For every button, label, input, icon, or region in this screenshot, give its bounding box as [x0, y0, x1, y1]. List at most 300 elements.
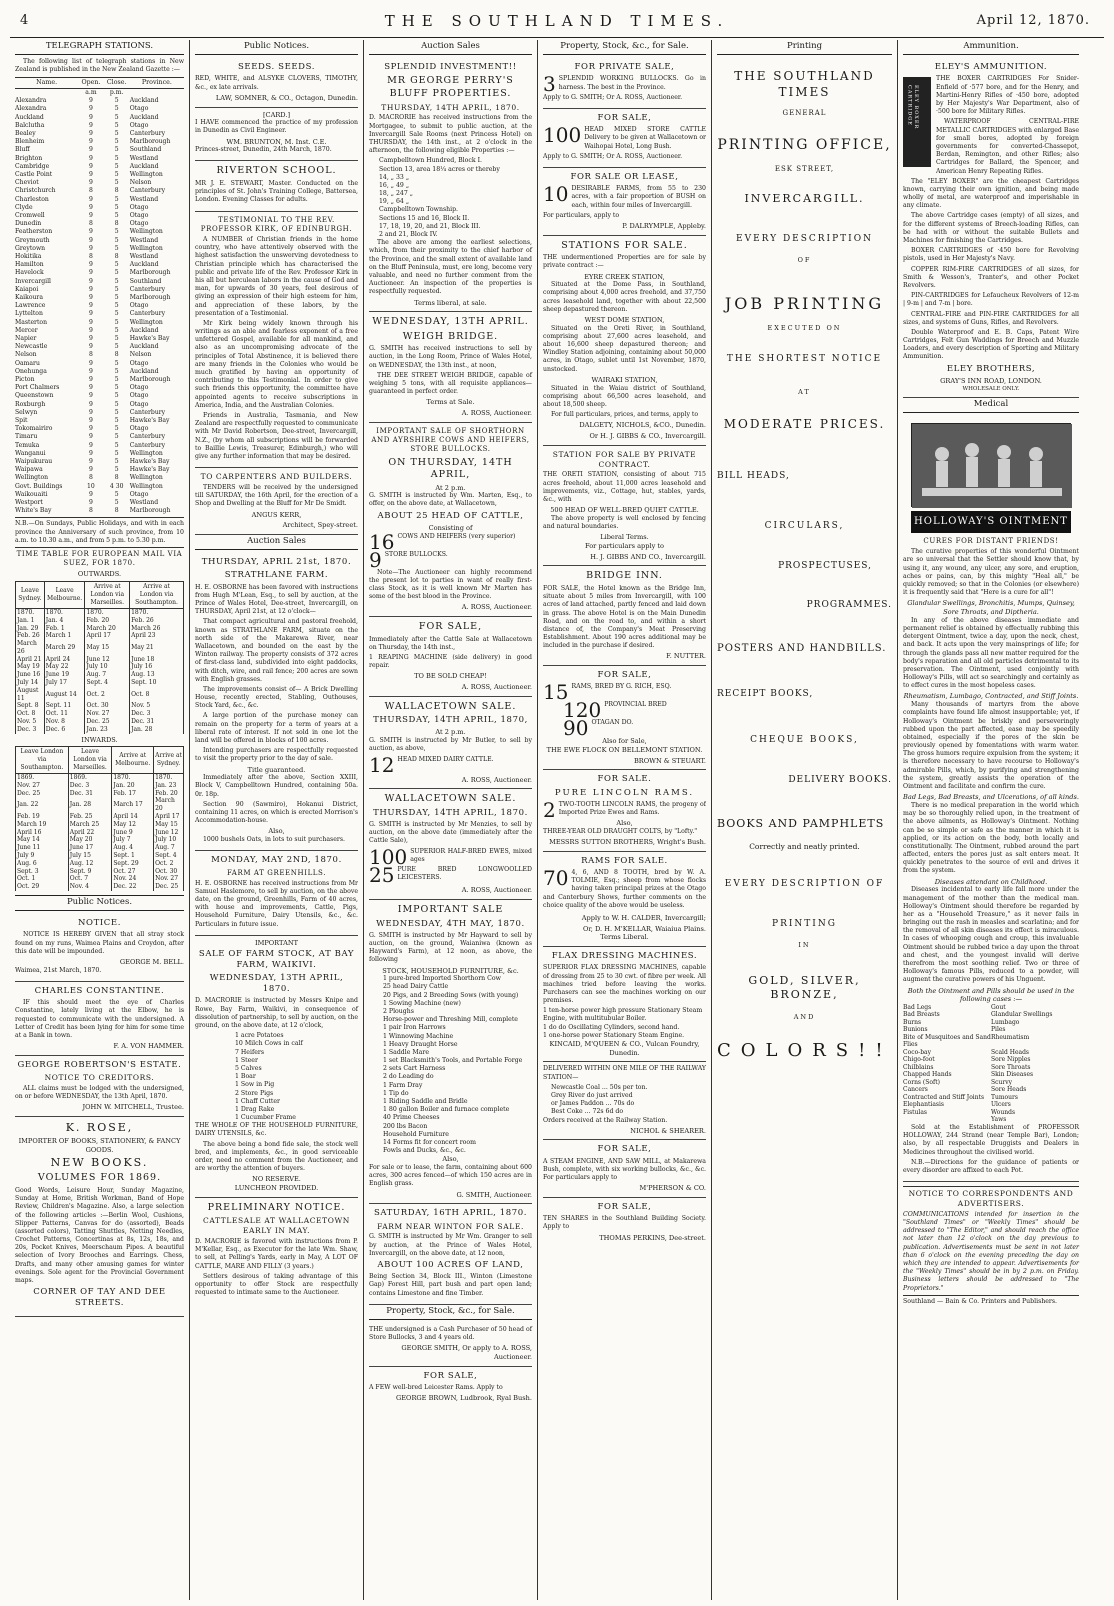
table-cell: Otago [129, 302, 149, 310]
table-cell: Sept. 10 [130, 679, 184, 687]
ad-heading: STATION FOR SALE BY PRIVATE CONTRACT. [552, 449, 697, 469]
inwards-label: INWARDS. [81, 735, 118, 744]
table-cell: Auckland [129, 97, 159, 105]
table-row [15, 458, 184, 466]
ad-stations [543, 236, 706, 446]
table-row [15, 97, 184, 105]
table-cell: Sept. 1 [112, 852, 154, 860]
table-cell: Waikouaiti [15, 490, 48, 498]
list-item: 18, „ 247 „ [379, 190, 413, 198]
ad-text: NO RESERVE. [252, 1175, 301, 1184]
printing-line: PROSPECTUSES, [778, 560, 872, 571]
list-item: Bad Legs [903, 1003, 932, 1011]
list-item: or James Paddon ... 70s do [551, 1100, 635, 1108]
table-row [15, 237, 184, 245]
printing-line: COLORS!! [717, 1040, 893, 1062]
table-cell: 5 [114, 129, 119, 137]
table-row [15, 474, 184, 482]
table-cell: 5 [114, 277, 119, 285]
table-cell: 1869. [68, 774, 112, 782]
list-item: Grey River do just arrived [551, 1092, 633, 1100]
ad-time: At 2 p.m. [435, 728, 466, 737]
ad-subheading: ABOUT 100 ACRES OF LAND, [377, 1259, 524, 1270]
table-cell: 5 [114, 228, 119, 236]
table-cell: Otago [129, 425, 149, 433]
table-row [15, 212, 184, 220]
table-cell: July 9 [16, 852, 69, 860]
table-cell: Christchurch [15, 187, 56, 195]
ad-text: Terms at Sale. [426, 398, 475, 407]
table-cell: Sept. 9 [68, 868, 112, 876]
table-row [16, 782, 184, 790]
table-header-cell: Leave Melbourne. [44, 582, 85, 609]
table-cell: May 15 [85, 640, 130, 656]
table-cell: 5 [114, 146, 119, 154]
ad-heading: WEIGH BRIDGE. [402, 330, 499, 342]
ad-heading: NOTICE. [77, 918, 122, 929]
ad-signature: WM. BRUNTON, M. Inst. C.E. [226, 137, 327, 146]
ad-text: TEN SHARES in the Southland Building Society. Apply to [543, 1215, 706, 1231]
ad-heading: GEORGE ROBERTSON'S ESTATE. [17, 1059, 182, 1070]
table-cell: 9 [88, 203, 93, 211]
table-header-cell: Arrive at Melbourne. [112, 747, 154, 774]
table-cell: 9 [88, 277, 93, 285]
table-cell: Aug. 4 [112, 844, 154, 852]
ad-heading: FOR SALE. [597, 774, 652, 785]
table-cell: 5 [114, 310, 119, 318]
list-item: 200 lbs Bacon [383, 1122, 428, 1130]
table-cell: Hamilton [15, 261, 44, 269]
ad-heading: CHARLES CONSTANTINE. [34, 985, 165, 996]
table-row [15, 409, 184, 417]
table-cell: Canterbury [129, 441, 166, 449]
ad-text: There is no medical preparation in the world which may be so thoroughly relied upon, in the treatment of the above ailments, as Holloway's Ointment. Nothing can be so simple or safe as the manner in which it is applied, or its action on the body, both locally and constitutionally. The Ointment, rubbed around the part affected, enters the pores just as salt enters meat. It quickly penetrates to the source of evil and drives it from the system. [903, 801, 1079, 875]
table-cell: 9 [88, 433, 93, 441]
list-item: 16, „ 49 „ [379, 181, 410, 189]
table-cell: Auckland [129, 343, 159, 351]
quantity: 100 [369, 847, 408, 866]
ad-text: SUPERIOR HALF-BRED EWES, mixed ages [410, 847, 532, 863]
list-item: 19, „ 64 „ [379, 198, 410, 206]
quantity: 100 [543, 126, 582, 148]
table-row [15, 163, 184, 171]
table-cell: Mercer [15, 326, 38, 334]
table-cell: 5 [114, 499, 119, 507]
table-cell: Cambridge [15, 162, 50, 170]
ad-signature: GEORGE SMITH, Or apply to A. ROSS, Auctioneer. [401, 1344, 532, 1362]
list-item: 1 pair Iron Harrows [383, 1024, 446, 1032]
table-cell: April 17 [85, 632, 130, 640]
table-header-cell: Arrive at Sydney. [154, 747, 184, 774]
ad-text: Settlers desirous of taking advantage of this opportunity to offer Stock are respectfully requested to intimate same to the Auctioneer. [195, 1272, 358, 1297]
ad-hayward-farm [369, 900, 532, 1204]
table-cell: Aug. 6 [16, 860, 69, 868]
table-row [15, 179, 184, 187]
ad-robertson-estate [15, 1056, 184, 1117]
ad-riverton-school [195, 161, 358, 211]
list-item: 1 Chaff Cutter [235, 1097, 280, 1105]
ad-heading: FOR SALE, [597, 1144, 652, 1155]
table-row [16, 836, 184, 844]
ad-text: THREE-YEAR OLD DRAUGHT COLTS, by "Lofty." [543, 827, 698, 835]
ad-heading: WALLACETOWN SALE. [384, 793, 517, 805]
ad-text: Being Section 34, Block III., Winton (Limestone Gap) Forest Hill, part bush and part open land; contains Limestone and fine Timber. [369, 1273, 532, 1297]
table-cell: Westport [15, 499, 43, 507]
printing-line: BILL HEADS, [717, 470, 790, 481]
table-cell: April 21 [16, 656, 45, 664]
list-item: Corns (Soft) [903, 1078, 940, 1086]
th-name: Name. [15, 77, 78, 88]
table-cell: Alexandra [15, 105, 47, 113]
ad-heading: FOR SALE, [597, 113, 652, 123]
table-cell: Charleston [15, 195, 49, 203]
table-cell: April 22 [68, 829, 112, 837]
printing-line: AT [798, 388, 811, 397]
ad-signature: GEORGE BROWN, Ludbrook, Ryal Bush. [395, 1394, 532, 1403]
ad-date-heading: WEDNESDAY, 13TH APRIL, 1870. [209, 973, 344, 995]
table-cell: 5 [114, 408, 119, 416]
table-cell: Onehunga [15, 367, 47, 375]
ad-subheading: IMPORTER OF BOOKS, STATIONERY, & FANCY GOODS. [18, 1137, 181, 1155]
table-cell: Marlborough [129, 376, 171, 383]
ad-text: COWS AND HEIFERS (very superior) [397, 532, 516, 540]
ad-heading: CURES FOR DISTANT FRIENDS! [923, 537, 1059, 546]
table-cell: Canterbury [129, 310, 166, 318]
table-cell: 9 [88, 384, 93, 392]
table-header-cell: Leave London via Marseilles. [68, 747, 112, 774]
list-item: 1 ten-horse power high pressure Stationary Steam Engine, with multitubular Boiler. [543, 1007, 703, 1023]
table-row [16, 640, 184, 656]
table-cell: Jan. 29 [16, 625, 45, 633]
table-cell: Auckland [15, 113, 44, 121]
printing-line: EVERY DESCRIPTION OF [724, 879, 885, 890]
ad-signature: P. DALRYMPLE, Appleby. [622, 221, 706, 230]
ad-text: The "ELEY BOXER" are the cheapest Cartridges known, carrying their own ignition, and being made wholly of metal, are waterproof and imperishable in any climate. [903, 177, 1079, 210]
ad-signature: ANGUS KERR, [251, 510, 302, 519]
table-cell: Tokomairiro [15, 425, 53, 433]
ad-text: Friends in Australia, Tasmania, and New Zealand are respectfully requested to communicate with Mr David Robertson, Dee-street, Invercargill, N.Z., (by whom all subscriptions will be forwarded to Baillie Lewis, Treasurer, Edinburgh,) who will give any further information that may be desired. [195, 411, 358, 460]
ad-heading: FARM NEAR WINTON FOR SALE. [377, 1221, 524, 1231]
table-cell: Waipukurau [15, 458, 53, 466]
list-item: 1 Sow in Pig [235, 1081, 275, 1089]
ad-leicester-rams [369, 1367, 532, 1407]
table-cell: 9 [88, 458, 93, 466]
table-cell: July 14 [16, 679, 45, 687]
ad-eley [903, 58, 1079, 398]
ad-date: Waimea, 21st March, 1870. [15, 966, 102, 974]
ad-text: LUNCHEON PROVIDED. [234, 1184, 319, 1193]
list-item: Contracted and Stiff Joints [903, 1093, 985, 1101]
table-cell: 8 [114, 474, 119, 482]
column-property [538, 40, 712, 1600]
ad-text: THE undermentioned Properties are for sale by private contract :— [543, 254, 706, 270]
table-row [16, 860, 184, 868]
quantity: 12 [369, 755, 395, 774]
list-item: Coco-bay [903, 1048, 932, 1056]
ad-signature: BROWN & STEUART. [633, 756, 706, 765]
table-row [15, 294, 184, 302]
ad-text: G. SMITH is instructed by Mr Wm. Granger to sell by auction, at the Prince of Wales Hotel, Invercargill, on the above date, at 12 noon, [369, 1233, 532, 1257]
table-cell: 5 [114, 326, 119, 334]
table-cell: Nov. 27 [85, 710, 130, 718]
table-cell: 4 30 [109, 482, 124, 490]
ad-subheading: CATTLESALE AT WALLACETOWN EARLY IN MAY. [203, 1216, 350, 1236]
table-row [15, 466, 184, 474]
list-item: Section 13, area 18¼ acres or thereby [379, 165, 500, 173]
list-item: 1 80 gallon Boiler and furnace complete [383, 1106, 510, 1114]
table-row [15, 401, 184, 409]
table-row [15, 425, 184, 433]
th-open: Open. [78, 77, 103, 88]
ad-bridge-inn [543, 566, 706, 666]
ad-signature: THOMAS PERKINS, Dee-street. [599, 1233, 706, 1242]
outwards-label: OUTWARDS. [77, 570, 122, 579]
table-cell: 8 [114, 252, 119, 260]
table-cell: 8 [114, 220, 119, 228]
table-cell: Cheviot [15, 179, 39, 187]
ad-heading: FOR PRIVATE SALE, [574, 62, 675, 73]
table-cell: Nelson [129, 179, 152, 187]
table-cell: Kaiapoi [15, 285, 39, 293]
printing-line: GENERAL [782, 108, 827, 117]
list-item: Tumours [991, 1093, 1018, 1101]
ad-heading: ELEY'S AMMUNITION. [934, 62, 1048, 73]
new-books-heading: NEW BOOKS. [50, 1155, 149, 1169]
table-row [15, 138, 184, 146]
ad-subheading: Glandular Swellings, Bronchitis, Mumps, Quinsey, Sore Throats, and Diptheria. [907, 599, 1075, 617]
list-item: Piles [991, 1026, 1006, 1034]
imprint: Southland — Bain & Co. Printers and Publishers. [903, 1295, 1079, 1306]
printing-line: GOLD, SILVER, BRONZE, [748, 973, 861, 1002]
table-cell: March 26 [16, 640, 45, 656]
ad-signature: A. ROSS, Auctioneer. [461, 886, 532, 895]
ad-text: Diseases incidental to early life fall more under the management of the mother than the medical man. Holloway's Ointment should therefore be regarded by her as a "Household Treasure," as it never fails in bringing out the rash in measles and scarlatina; and for the removal of all skin diseases its effect is miraculous. In cases of whooping cough and croup, this invaluable Ointment should be rubbed twice a day upon the throat and chest, and the youngest invalid will derive therefrom the most soothing relief. Two or three of Holloway's famous Pills, reduced to a powder, will augment the curative powers of his Unguent. [903, 886, 1079, 984]
ad-label: IMPORTANT [254, 938, 298, 947]
table-cell: Feb. 25 [68, 813, 112, 821]
table-cell: 8 [88, 351, 93, 359]
ad-heading: BRIDGE INN. [586, 570, 663, 582]
ad-text: THE BOXER CARTRIDGES For Snider-Enfield of ·577 bore, and for the Henry, and Martini-Henry Rifles of ·450 bore, adopted by Her Majesty's War Department, also of ·500 bore for Military Rifles. [936, 75, 1079, 116]
list-item: Sore Heads [991, 1086, 1027, 1094]
ad-signature: GEORGE M. BELL. [119, 958, 184, 967]
table-cell: Sept. 3 [16, 868, 69, 876]
table-cell: Auckland [129, 326, 159, 334]
ad-date-heading: THURSDAY, 14TH APRIL, 1870, [373, 715, 528, 726]
ad-text: OTAGAN DO. [591, 719, 634, 727]
table-cell: Greytown [15, 244, 46, 252]
table-cell: 8 [88, 474, 93, 482]
list-item: Ulcers [991, 1101, 1011, 1109]
property-header: Property, Stock, &c., for Sale. [369, 1305, 532, 1320]
table-cell: Queenstown [15, 392, 54, 400]
table-row [15, 376, 184, 384]
list-item: 25 head Dairy Cattle [383, 983, 449, 991]
list-item: 17, 18, 19, 20, and 21, Block III. [379, 222, 481, 230]
ad-text: Section 90 (Sawmiro), Hokanui District, containing 11 acres, on which is erected Morrison's Accommodation-house. [195, 800, 358, 825]
ad-text: Double Waterproof and E. B. Caps, Patent Wire Cartridges, Felt Gun Waddings for Breech and Muzzle Loaders, and every description of Sporting and Military Ammunition. [903, 328, 1079, 361]
table-cell: Lawrence [15, 302, 46, 310]
table-cell: Dec. 3 [130, 710, 184, 718]
ad-heading: MR GEORGE PERRY'S BLUFF PROPERTIES. [387, 75, 514, 99]
table-row [15, 204, 184, 212]
table-cell: Dunedin [15, 220, 42, 228]
ad-signature: JOHN W. MITCHELL, Trustee. [82, 1103, 184, 1112]
table-cell: April 24 [44, 656, 85, 664]
table-cell: April 14 [112, 813, 154, 821]
table-row [16, 813, 184, 821]
table-cell: Oct. 8 [16, 710, 45, 718]
table-cell: Oct. 30 [154, 868, 184, 876]
printing-line: BOOKS AND PAMPHLETS [717, 817, 885, 831]
column-telegraph [10, 40, 190, 1600]
ad-signature: F. A. VON HAMMER. [113, 1042, 184, 1051]
ad-signature: DALGETY, NICHOLS, &CO., Dunedin. [579, 421, 706, 430]
table-cell: Hawke's Bay [129, 417, 170, 425]
ad-text: SUPERIOR FLAX DRESSING MACHINES, capable of dressing from 25 to 30 cwt. of fibre per week. All machines tried before leaving the works. Purchasers can see the machines working on our premises. [543, 964, 706, 1005]
ad-steam-engine [543, 1140, 706, 1197]
table-cell: 5 [114, 318, 119, 326]
table-cell: 5 [114, 343, 119, 351]
printing-line: PRINTING [772, 919, 837, 930]
ad-signature: LAW, SOMNER, & CO., Octagon, Dunedin. [215, 93, 358, 102]
list-item: Fowls and Ducks, &c., &c. [383, 1147, 466, 1155]
ad-working-bullocks [543, 58, 706, 109]
ad-text: HEAD MIXED DAIRY CATTLE. [397, 755, 494, 763]
ad-date-heading: ON THURSDAY, 14TH APRIL, [388, 456, 513, 481]
ad-store-bullocks [369, 1323, 532, 1367]
list-item: Rheumatism [991, 1033, 1030, 1041]
table-cell: Jan. 28 [130, 726, 184, 734]
table-row [15, 278, 184, 286]
table-cell: 9 [88, 417, 93, 425]
table-cell: 9 [88, 121, 93, 129]
printing-line: MODERATE PRICES. [723, 416, 886, 431]
table-cell: Jan. 20 [112, 782, 154, 790]
table-cell: Hawke's Bay [129, 466, 170, 474]
list-item: Campbelltown Hundred, Block I. [379, 157, 482, 165]
ad-date-heading: THURSDAY, APRIL 21st, 1870. [201, 557, 352, 568]
table-header-cell: Leave Sydney. [16, 582, 45, 609]
table-cell: Oct. 7 [68, 875, 112, 883]
ad-heading: FOR SALE, [597, 670, 652, 681]
table-cell: Hawke's Bay [129, 458, 170, 466]
printing-line: EVERY DESCRIPTION [736, 234, 873, 245]
ad-text: The above Cartridge cases (empty) of all sizes, and for the different systems of Breech-loading Rifles, can be had with or without the suitable Bullets and Machines for finishing the Cartridges. [903, 212, 1079, 244]
ad-heading: WALLACETOWN SALE. [384, 700, 517, 712]
telegraph-table [15, 77, 184, 516]
ad-text: G. SMITH has received instructions to sell by auction, in the Long Room, Prince of Wales Hotel, on WEDNESDAY, the 13th inst., at noon, [369, 345, 532, 369]
table-row [16, 883, 184, 891]
table-cell: 5 [114, 105, 119, 113]
table-cell: 1870. [112, 774, 154, 782]
ad-subheading: NOTICE TO CREDITORS. [44, 1073, 155, 1082]
table-cell: 9 [88, 162, 93, 170]
table-cell: Otago [129, 203, 149, 211]
table-cell: Wellington [129, 449, 163, 457]
table-cell: 9 [88, 97, 93, 105]
table-row [15, 360, 184, 368]
ad-heading: STRATHLANE FARM. [224, 570, 329, 581]
table-row [15, 384, 184, 392]
list-item: Yaws [991, 1116, 1007, 1124]
table-row [15, 368, 184, 376]
table-row [16, 625, 184, 633]
table-cell: Nov. 8 [44, 718, 85, 726]
list-item: Household Furniture [383, 1130, 449, 1138]
table-row [16, 608, 184, 616]
table-cell: Jan. 4 [44, 617, 85, 625]
table-cell: Sept. 29 [112, 860, 154, 868]
table-cell: May 21 [130, 640, 184, 656]
table-cell: Clyde [15, 203, 33, 211]
table-cell: June 12 [154, 829, 184, 837]
table-cell: July 16 [130, 663, 184, 671]
table-cell: 9 [88, 326, 93, 334]
ad-coal [543, 1062, 706, 1140]
table-cell: 9 [88, 105, 93, 113]
table-row [15, 220, 184, 228]
table-row [15, 155, 184, 163]
table-row [16, 718, 184, 726]
ad-signature: Or, D. H. M'KELLAR, Waiaiua Plains. [582, 924, 706, 933]
table-cell: Canterbury [129, 433, 166, 441]
table-cell: Marlborough [129, 293, 171, 301]
item-list [543, 1084, 706, 1117]
table-cell: Marlborough [129, 269, 171, 277]
table-cell: April 17 [154, 813, 184, 821]
ad-text: Also, [616, 819, 633, 828]
table-cell: Auckland [129, 367, 159, 375]
table-cell: Otago [129, 400, 149, 408]
ad-text: H. E. OSBORNE has been favored with instructions from Hugh M'Lean, Esq., to sell by auction, at the Prince of Wales Hotel, Dee-street, Invercargill, on THURSDAY, April 21st, at 12 o'clock— [195, 583, 358, 616]
ad-text: 500 HEAD OF WELL-BRED QUIET CATTLE. [550, 506, 699, 515]
table-cell: 5 [114, 261, 119, 269]
table-row [16, 687, 184, 703]
table-cell: March 25 [68, 821, 112, 829]
table-row [16, 726, 184, 734]
table-row [15, 187, 184, 195]
ad-date-heading: SATURDAY, 16TH APRIL, 1870. [373, 1208, 528, 1219]
table-cell: Nov. 27 [154, 875, 184, 883]
table-cell: Otago [129, 121, 149, 129]
newspaper-title: THE SOUTHLAND TIMES. [384, 12, 730, 30]
table-cell: 9 [88, 359, 93, 367]
table-cell: Timaru [15, 433, 38, 441]
th-close: Close. [104, 77, 130, 88]
table-cell: 5 [114, 417, 119, 425]
table-cell: Oct. 2 [85, 687, 130, 703]
table-cell: April 16 [16, 829, 69, 837]
table-cell: Westland [129, 252, 159, 260]
ad-text: DESIRABLE FARMS, from 55 to 230 acres, with a fair proportion of BUSH on each, within four miles of Invercargill. [571, 185, 706, 209]
ad-text: G. SMITH is instructed by Mr Butler, to sell by auction, as above, [369, 737, 532, 753]
table-cell: Kaikoura [15, 293, 43, 301]
ad-greenhills [195, 851, 358, 936]
table-cell: Nelson [15, 351, 37, 359]
table-cell: 9 [88, 310, 93, 318]
table-cell: Westland [129, 154, 159, 162]
table-cell: 9 [88, 195, 93, 203]
ad-heading: K. ROSE, [65, 1120, 134, 1134]
ad-text: H. E. OSBORNE has received instructions from Mr Samuel Haslemore, to sell by auction, on the above date, on the ground, Greenhills, Farm of 40 acres, with house and improvements, Cattle, Pigs, Household Furniture, Dairy Utensils, &c., &c. Particulars in future issue. [195, 879, 358, 928]
ad-text: RED, WHITE, and ALSYKE CLOVERS, TIMOTHY, &c., ex late arrivals. [195, 75, 358, 91]
ad-text: Orders received at the Railway Station. [543, 1116, 668, 1124]
list-item: 1 Cucumber Frame [235, 1114, 296, 1122]
printing-line: PRINTING OFFICE, [717, 137, 892, 154]
table-cell: Balclutha [15, 121, 45, 129]
table-cell: 9 [88, 211, 93, 219]
table-cell: Nov. 4 [68, 883, 112, 891]
